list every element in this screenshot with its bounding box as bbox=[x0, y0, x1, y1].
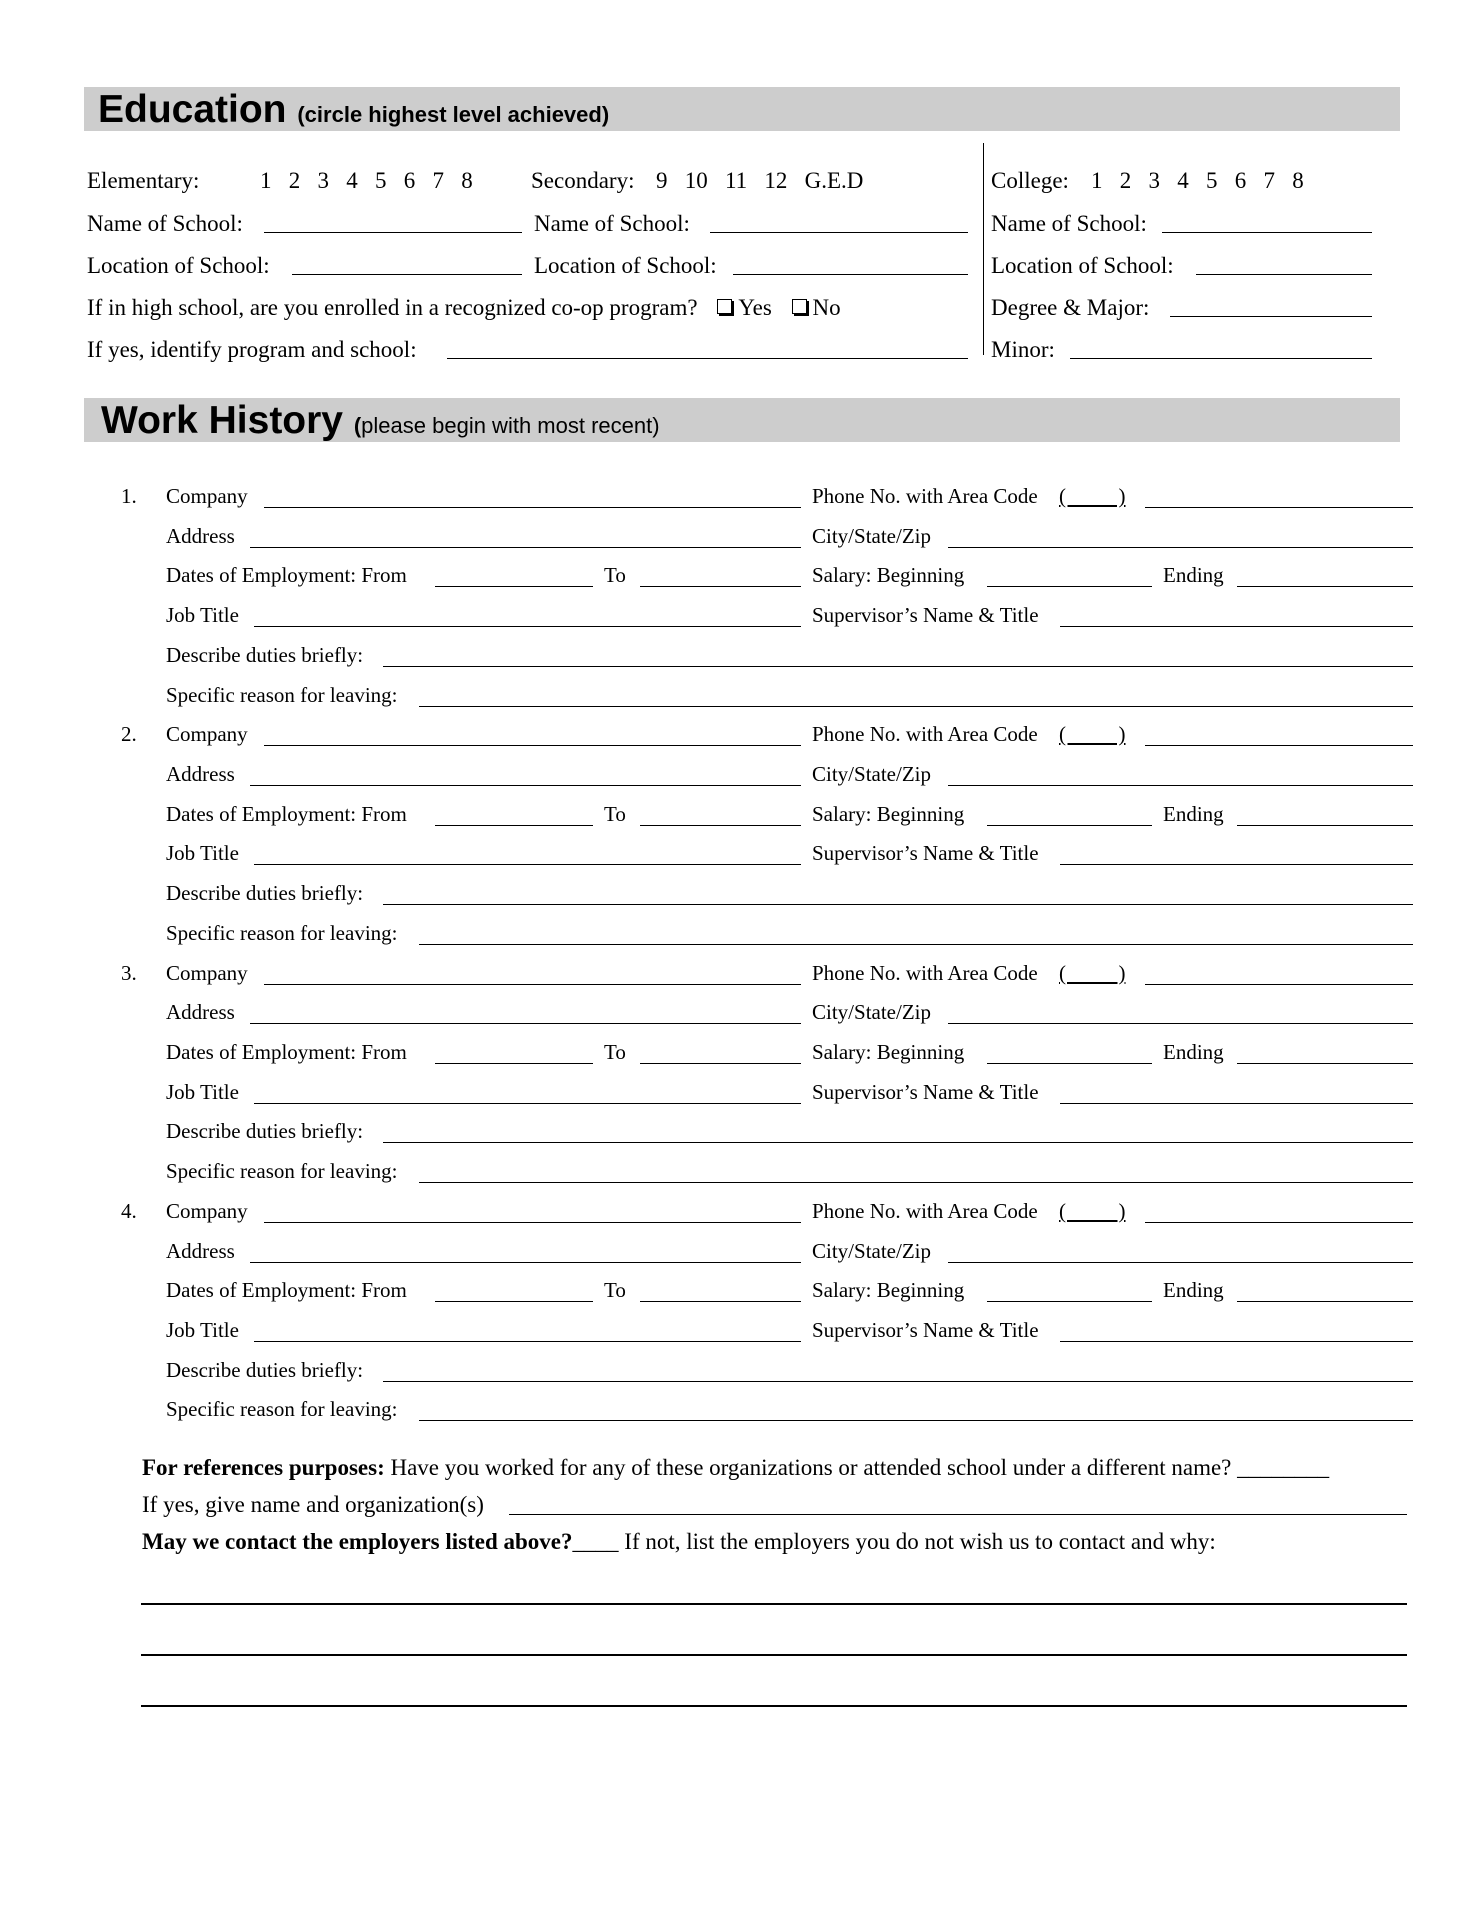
references-name-label: If yes, give name and organization(s) bbox=[142, 1492, 484, 1517]
references-question bbox=[142, 1456, 1329, 1479]
entry-2-job-title-field[interactable] bbox=[254, 864, 801, 865]
entry-4-phone-area-code[interactable]: ( ) bbox=[1059, 1198, 1126, 1223]
coop-question-row bbox=[87, 296, 841, 319]
entry-4-reason-field[interactable] bbox=[419, 1420, 1413, 1421]
elementary-school-name-label: Name of School: bbox=[87, 211, 243, 236]
entry-2-duties-label: Describe duties briefly: bbox=[166, 881, 364, 906]
entry-3-salary-label: Salary: Beginning bbox=[812, 1040, 965, 1064]
entry-3-dates-label: Dates of Employment: From bbox=[166, 1040, 407, 1064]
entry-4-ending-label: Ending bbox=[1163, 1278, 1224, 1303]
education-title-text: Education bbox=[98, 88, 287, 131]
entry-4-company-label: Company bbox=[166, 1198, 248, 1223]
entry-4-date-to-field[interactable] bbox=[640, 1301, 801, 1302]
education-subtitle: (circle highest level achieved) bbox=[297, 102, 610, 127]
entry-4-job-title-label: Job Title bbox=[166, 1318, 239, 1342]
minor-field[interactable] bbox=[1070, 358, 1372, 359]
entry-2-company-label: Company bbox=[166, 722, 248, 747]
entry-4-city-label: City/State/Zip bbox=[812, 1238, 931, 1263]
entry-1-salary-label: Salary: Beginning bbox=[812, 563, 965, 588]
references-text: Have you worked for any of these organizations or attended school under a different name? ________ bbox=[384, 1455, 1330, 1480]
entry-3-ending-label: Ending bbox=[1163, 1040, 1224, 1064]
entry-2-address-field[interactable] bbox=[250, 785, 801, 786]
entry-3-address-field[interactable] bbox=[250, 1023, 801, 1024]
entry-4-company-field[interactable] bbox=[264, 1222, 801, 1223]
entry-4-address-label: Address bbox=[166, 1238, 235, 1263]
entry-2-job-title-label: Job Title bbox=[166, 841, 239, 866]
entry-1-company-field[interactable] bbox=[264, 507, 801, 508]
entry-2-address-label: Address bbox=[166, 762, 235, 786]
entry-3-supervisor-label: Supervisor’s Name & Title bbox=[812, 1079, 1039, 1104]
entry-4-number: 4. bbox=[121, 1198, 137, 1223]
work-history-title bbox=[101, 401, 660, 440]
entry-2-salary-end-field[interactable] bbox=[1237, 825, 1413, 826]
entry-4-city-field[interactable] bbox=[948, 1262, 1413, 1263]
entry-1-date-from-field[interactable] bbox=[435, 586, 593, 587]
entry-4-salary-begin-field[interactable] bbox=[987, 1301, 1152, 1302]
entry-1-phone-field[interactable] bbox=[1145, 507, 1413, 508]
entry-1-reason-field[interactable] bbox=[419, 706, 1413, 707]
entry-2-date-to-field[interactable] bbox=[640, 825, 801, 826]
entry-2-city-field[interactable] bbox=[948, 785, 1413, 786]
entry-3-reason-field[interactable] bbox=[419, 1182, 1413, 1183]
entry-4-to-label: To bbox=[604, 1278, 626, 1303]
entry-3-reason-label: Specific reason for leaving: bbox=[166, 1159, 398, 1184]
college-school-name-label: Name of School: bbox=[991, 211, 1147, 236]
entry-1-date-to-field[interactable] bbox=[640, 586, 801, 587]
entry-4-salary-label: Salary: Beginning bbox=[812, 1278, 965, 1303]
minor-label: Minor: bbox=[991, 337, 1055, 362]
entry-1-salary-begin-field[interactable] bbox=[987, 586, 1152, 587]
entry-3-date-to-field[interactable] bbox=[640, 1063, 801, 1064]
entry-4-supervisor-label: Supervisor’s Name & Title bbox=[812, 1318, 1039, 1342]
entry-2-salary-label: Salary: Beginning bbox=[812, 801, 965, 826]
entry-3-job-title-field[interactable] bbox=[254, 1103, 801, 1104]
elementary-school-name-field[interactable] bbox=[264, 232, 522, 233]
entry-1-city-field[interactable] bbox=[948, 547, 1413, 548]
entry-4-duties-field[interactable] bbox=[383, 1381, 1413, 1382]
entry-2-phone-field[interactable] bbox=[1145, 745, 1413, 746]
entry-1-dates-label: Dates of Employment: From bbox=[166, 563, 407, 588]
secondary-levels[interactable]: 9 10 11 12 G.E.D bbox=[656, 168, 864, 193]
entry-3-job-title-label: Job Title bbox=[166, 1079, 239, 1104]
entry-2-company-field[interactable] bbox=[264, 745, 801, 746]
college-school-name-field[interactable] bbox=[1162, 232, 1372, 233]
entry-4-job-title-field[interactable] bbox=[254, 1341, 801, 1342]
entry-1-phone-label: Phone No. with Area Code bbox=[812, 484, 1038, 508]
entry-3-salary-begin-field[interactable] bbox=[987, 1063, 1152, 1064]
elementary-school-location-label: Location of School: bbox=[87, 253, 270, 278]
entry-3-city-label: City/State/Zip bbox=[812, 1000, 931, 1025]
elementary-label: Elementary: bbox=[87, 168, 200, 193]
entry-4-duties-label: Describe duties briefly: bbox=[166, 1357, 364, 1382]
entry-3-city-field[interactable] bbox=[948, 1023, 1413, 1024]
college-label: College: bbox=[991, 168, 1069, 193]
contact-bold: May we contact the employers listed above? bbox=[142, 1529, 573, 1554]
identify-program-field[interactable] bbox=[447, 358, 968, 359]
entry-1-salary-end-field[interactable] bbox=[1237, 586, 1413, 587]
secondary-school-name-field[interactable] bbox=[710, 232, 968, 233]
entry-3-to-label: To bbox=[604, 1040, 626, 1064]
coop-no-label: No bbox=[812, 295, 841, 320]
entry-1-address-field[interactable] bbox=[250, 547, 801, 548]
elementary-school-location-field[interactable] bbox=[292, 274, 522, 275]
entry-2-dates-label: Dates of Employment: From bbox=[166, 801, 407, 826]
college-levels[interactable]: 1 2 3 4 5 6 7 8 bbox=[1091, 168, 1304, 193]
entry-2-to-label: To bbox=[604, 801, 626, 826]
entry-2-phone-label: Phone No. with Area Code bbox=[812, 722, 1038, 747]
secondary-school-location-label: Location of School: bbox=[534, 253, 717, 278]
degree-major-field[interactable] bbox=[1170, 316, 1372, 317]
contact-question bbox=[142, 1530, 1216, 1553]
entry-3-duties-field[interactable] bbox=[383, 1142, 1413, 1143]
work-history-subtitle: please begin with most recent) bbox=[361, 413, 660, 438]
coop-question: If in high school, are you enrolled in a recognized co-op program? bbox=[87, 295, 698, 320]
work-history-header bbox=[84, 398, 1400, 442]
entry-2-phone-area-code[interactable]: ( ) bbox=[1059, 722, 1126, 747]
contact-reason-line-3[interactable] bbox=[141, 1705, 1407, 1707]
entry-4-phone-label: Phone No. with Area Code bbox=[812, 1198, 1038, 1223]
contact-reason-line-2[interactable] bbox=[141, 1654, 1407, 1656]
secondary-school-location-field[interactable] bbox=[733, 274, 968, 275]
entry-4-address-field[interactable] bbox=[250, 1262, 801, 1263]
entry-2-supervisor-field[interactable] bbox=[1060, 864, 1413, 865]
references-bold: For references purposes: bbox=[142, 1455, 385, 1480]
coop-yes-checkbox[interactable] bbox=[717, 299, 732, 314]
entry-1-job-title-field[interactable] bbox=[254, 626, 801, 627]
entry-2-number: 2. bbox=[121, 722, 137, 747]
degree-major-label: Degree & Major: bbox=[991, 295, 1150, 320]
entry-1-ending-label: Ending bbox=[1163, 563, 1224, 588]
entry-1-duties-field[interactable] bbox=[383, 666, 1413, 667]
contact-reason-line-1[interactable] bbox=[141, 1603, 1407, 1605]
education-column-divider bbox=[983, 143, 984, 355]
entry-3-date-from-field[interactable] bbox=[435, 1063, 593, 1064]
identify-program-label: If yes, identify program and school: bbox=[87, 337, 417, 362]
entry-1-job-title-label: Job Title bbox=[166, 603, 239, 628]
secondary-label: Secondary: bbox=[531, 168, 635, 193]
entry-3-company-label: Company bbox=[166, 960, 248, 985]
entry-3-duties-label: Describe duties briefly: bbox=[166, 1119, 364, 1144]
entry-3-supervisor-field[interactable] bbox=[1060, 1103, 1413, 1104]
elementary-levels[interactable]: 1 2 3 4 5 6 7 8 bbox=[260, 168, 473, 193]
entry-1-company-label: Company bbox=[166, 484, 248, 508]
entry-2-ending-label: Ending bbox=[1163, 801, 1224, 826]
secondary-school-name-label: Name of School: bbox=[534, 211, 690, 236]
entry-1-supervisor-field[interactable] bbox=[1060, 626, 1413, 627]
entry-1-phone-area-code[interactable]: ( ) bbox=[1059, 484, 1126, 508]
references-name-field[interactable] bbox=[509, 1514, 1407, 1515]
entry-1-to-label: To bbox=[604, 563, 626, 588]
entry-2-date-from-field[interactable] bbox=[435, 825, 593, 826]
entry-2-salary-begin-field[interactable] bbox=[987, 825, 1152, 826]
entry-1-reason-label: Specific reason for leaving: bbox=[166, 682, 398, 707]
entry-4-dates-label: Dates of Employment: From bbox=[166, 1278, 407, 1303]
entry-3-salary-end-field[interactable] bbox=[1237, 1063, 1413, 1064]
college-school-location-label: Location of School: bbox=[991, 253, 1174, 278]
entry-3-phone-area-code[interactable]: ( ) bbox=[1059, 960, 1126, 985]
entry-3-number: 3. bbox=[121, 960, 137, 985]
entry-2-city-label: City/State/Zip bbox=[812, 762, 931, 786]
entry-1-duties-label: Describe duties briefly: bbox=[166, 642, 364, 667]
entry-2-reason-field[interactable] bbox=[419, 944, 1413, 945]
entry-2-duties-field[interactable] bbox=[383, 904, 1413, 905]
contact-text: ____ If not, list the employers you do not wish us to contact and why: bbox=[572, 1529, 1216, 1554]
coop-no-checkbox[interactable] bbox=[792, 299, 807, 314]
entry-4-supervisor-field[interactable] bbox=[1060, 1341, 1413, 1342]
entry-3-address-label: Address bbox=[166, 1000, 235, 1025]
entry-3-company-field[interactable] bbox=[264, 984, 801, 985]
entry-3-phone-field[interactable] bbox=[1145, 984, 1413, 985]
entry-2-supervisor-label: Supervisor’s Name & Title bbox=[812, 841, 1039, 866]
work-history-title-text: Work History bbox=[101, 399, 343, 442]
education-title bbox=[98, 90, 609, 129]
entry-2-reason-label: Specific reason for leaving: bbox=[166, 920, 398, 945]
entry-4-phone-field[interactable] bbox=[1145, 1222, 1413, 1223]
entry-1-address-label: Address bbox=[166, 523, 235, 548]
work-history-subtitle-paren: ( bbox=[353, 413, 362, 438]
entry-1-supervisor-label: Supervisor’s Name & Title bbox=[812, 603, 1039, 628]
entry-3-phone-label: Phone No. with Area Code bbox=[812, 960, 1038, 985]
entry-4-salary-end-field[interactable] bbox=[1237, 1301, 1413, 1302]
entry-4-reason-label: Specific reason for leaving: bbox=[166, 1397, 398, 1422]
entry-1-number: 1. bbox=[121, 484, 137, 508]
entry-1-city-label: City/State/Zip bbox=[812, 523, 931, 548]
entry-4-date-from-field[interactable] bbox=[435, 1301, 593, 1302]
coop-yes-label: Yes bbox=[738, 295, 772, 320]
college-school-location-field[interactable] bbox=[1196, 274, 1372, 275]
education-header bbox=[84, 87, 1400, 131]
